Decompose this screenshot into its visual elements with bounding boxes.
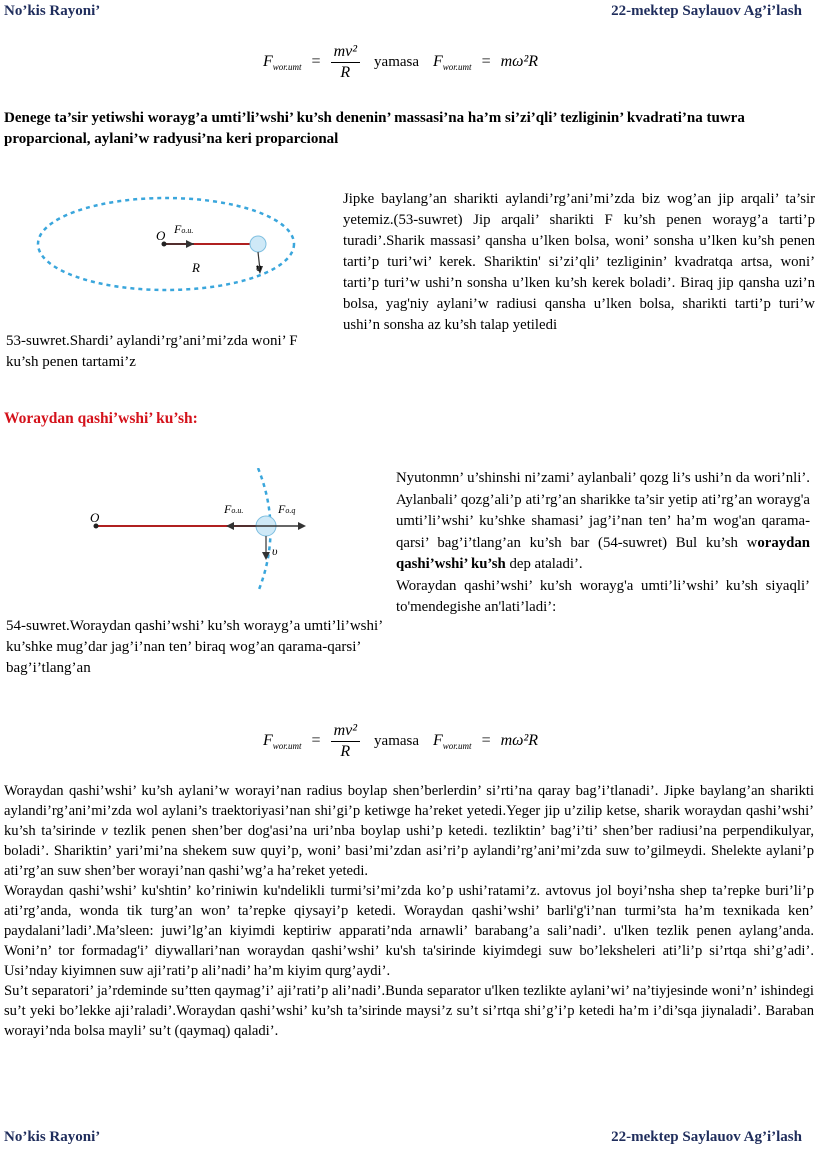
lead-paragraph: Denege ta’sir yetiwshi worayg’a umti’li’wshi’ ku’sh denenin’ massasi’na ha’m si’zi’qli’ tezliginin’ kvadrati’na tuwra proparcional, aylani’w radyusi’na keri proparcional [4,110,745,147]
figure-53-drawing [16,186,316,316]
formula-numerator-1: mv² [331,42,360,63]
fig53-label-o: O [156,228,166,243]
page-footer-left: No’kis Rayoni’ [4,1129,101,1145]
formula-f-1b: F [433,53,443,71]
body-paragraph-1a: Woraydan qashi’wshi’ ku’sh aylani’w worayi’nan radius boylap shen’berlerdin’ si’rti’na qaray bag’i’tlanadi’. Jipke baylang’an sharikti aylandi’rg’ani’mi’zda wol aylani’s traektoriyasi’nan shi’gi’p ketiwge ha’reket yetedi.Yeger jip u’zilip ketse, sharik woraydan qashi’wshi’ ku’sh ta’sirinde [4,783,814,839]
paragraph-54 [396,468,810,619]
formula-rhs-1: mω²R [500,53,539,71]
formula-top: $F_{wor.umt}$ = $\frac{\text{mv²}}{R}$ yamasa $F_{wor.umt} = m\omega^2R$ [263,43,539,81]
fig53-label-r: R [192,260,200,275]
body-paragraph-1-v: v [101,823,108,839]
formula-denominator-1: R [340,64,351,81]
body-paragraph-1 [4,781,814,881]
fig54-label-o: O [90,510,100,525]
fig53-label-f: Fo.u. [174,222,194,236]
formula-sub-1: wor.umt [272,62,302,73]
formula-fraction-1 [331,42,360,83]
formula-f-1: F [263,53,273,71]
formula-middle: $F_{wor.umt}$ = $\frac{\text{mv²}}{R}$ yamasa $F_{wor.umt} = m\omega^2R$ [263,722,539,760]
figure-54-drawing [78,468,368,598]
formula-numerator-2: mv² [331,721,360,742]
figure-53-caption: 53-suwret.Shardi’ aylandi’rg’ani’mi’zda woni’ F ku’sh penen tartami’z [6,333,298,370]
section-title: Woraydan qashi’wshi’ ku’sh: [4,410,198,427]
paragraph-54-line2: Woraydan qashi’wshi’ ku’sh worayg'a umti’li’wshi’ ku’sh siyaqli’ to'mendegishe an'lati’ladi’: [396,577,810,615]
page-footer-right: 22-mektep Saylauov Ag’i’lash [611,1129,802,1145]
figure-54-caption: 54-suwret.Woraydan qashi’wshi’ ku’sh worayg’a umti’li’wshi’ ku’shke mug’dar jag’i’nan ten’ biraq wog’an qarama-qarsi’ bag’i’tlang’an [6,618,383,676]
fig54-label-fou: Fo.u. [224,502,244,516]
figure-53 [16,186,316,316]
formula-f-2: F [263,732,273,750]
formula-rhs-2: mω²R [500,732,539,750]
body-paragraph-2: Woraydan qashi’wshi’ ku'shtin’ ko’riniwin ku'ndelikli turmi’si’mi’zda ko’p ushi’ratami’z. avtovus jol boyi’nsha shep ta’repke buri’li’p ati’rg’anda, wonda tik turg’an won’ ta’repke qiysayi’p ketedi. Woraydan qashi’wshi’ barli'g'i’nan turmi’sta ha’m texnikada ken’ paydalani’ladi’.Ma’sleen: juwi’lg’an kiyimdi keptiriw apparati’nda arnawli’ barabang’a sali’nadi’. u'lken tezlik penen aylang’anda. Woni’n’ tor formadag'i’ diywallari’nan woraydan qashi’wshi’ ku'sh ta'sirinde kiyimdegi suw bo’leksheleri ati’li’p si’rtqa shi’g’adi’. Usi’nday kiyimnen suw aji’rati’p ali’nadi’ ha’m kiyim qurg’aydi’. [4,883,814,979]
body-paragraph-3: Su’t separatori’ ja’rdeminde su’tten qaymag’i’ aji’rati’p ali’nadi’.Bunda separator u'lken tezlikte aylani’wi’ na’tiyjesinde woni’n’ ishindegi su’t yeki bo’lekke aji’raladi’.Woraydan qashi’wshi’ ku’sh ta’sirinde maysi’z su’t si’rtqa shi’g’i’p ketedi ha’m i’di’sqa jiynaladi’. Baraban worayi’nda bolsa mayli’ su’t (qaymaq) qaladi’. [4,983,814,1039]
fig54-label-foq: Fo.q [278,502,296,516]
formula-f-2b: F [433,732,443,750]
formula-fraction-2 [331,721,360,762]
page-header-right: 22-mektep Saylauov Ag’i’lash [611,3,802,19]
body-paragraph-1b: tezlik penen shen’ber dog'asi’na uri’nba boylap ushi’p ketedi. tezliktin’ bag’i’ti’ shen’ber radiusi’na perpendikulyar, boladi’. Shariktin’ yari’mi’na shekem suw quyi’p, woni’ basi’mi’zdan asi’ri’p aylandi’rg’ani’mi’zda suw to’gilmeydi. Shelekte aylani’p ati’rg’an suw shen’ber worayi’nan qashi’wg’a ha’reket yetedi. [4,823,814,879]
figure-54 [78,468,368,598]
page-header-left: No’kis Rayoni’ [4,3,101,19]
fig53-label-v: υ [256,260,262,274]
fig54-label-v: υ [272,544,278,558]
formula-connector-1: yamasa [374,54,420,71]
formula-sub-2b: wor.umt [442,741,472,752]
paragraph-54-part1: Nyutonmn’ u’shinshi ni’zami’ aylanbali’ qozg li’s ushi’n da wori’nli’. Aylanbali’ qozg’ali’p ati’rg’an sharikke ta’sir yetip ati’rg’an worayg'a umti’li’wshi’ ku’shke shamasi’ jag’i’nan ten’ ha’m wog'an qarama-qarsi’ bag’i’tlang’an ku’sh bar (54-suwret) Bul ku’sh w [396,470,810,551]
formula-connector-2: yamasa [374,733,420,750]
paragraph-54-part2: dep ataladi’. [505,556,583,572]
body-text [4,781,814,1041]
paragraph-53: Jipke baylang’an sharikti aylandi’rg’ani’mi’zda biz wog’an jip arqali’ ta’sir yetemiz.(53-suwret) Jip arqali’ sharikti F ku’sh penen worayg’a tarti’p turadi’.Sharik massasi’ qansha u’lken bolsa, woni’ sonsha u’lken ku’sh penen tarti’p turi’wi’ kerek. Shariktin' si’zi’qli’ tezliginin’ kvadratqa artsa, woni’ tarti’p turi’w ushi’n sonsha u’lken ku’sh kerek boladi’. Biraq jip qansha uzi’n bolsa, yag'niy aylani’w radiusi qansha u’lken bolsa, sharikti tarti’p turi’w ushi’n sonsha az ku’sh talap yetiledi [343,191,815,333]
formula-sub-2: wor.umt [272,741,302,752]
paragraph-54-bold-term: oraydan qashi’wshi’ ku’sh [396,534,810,572]
formula-sub-1b: wor.umt [442,62,472,73]
formula-denominator-2: R [340,743,351,760]
